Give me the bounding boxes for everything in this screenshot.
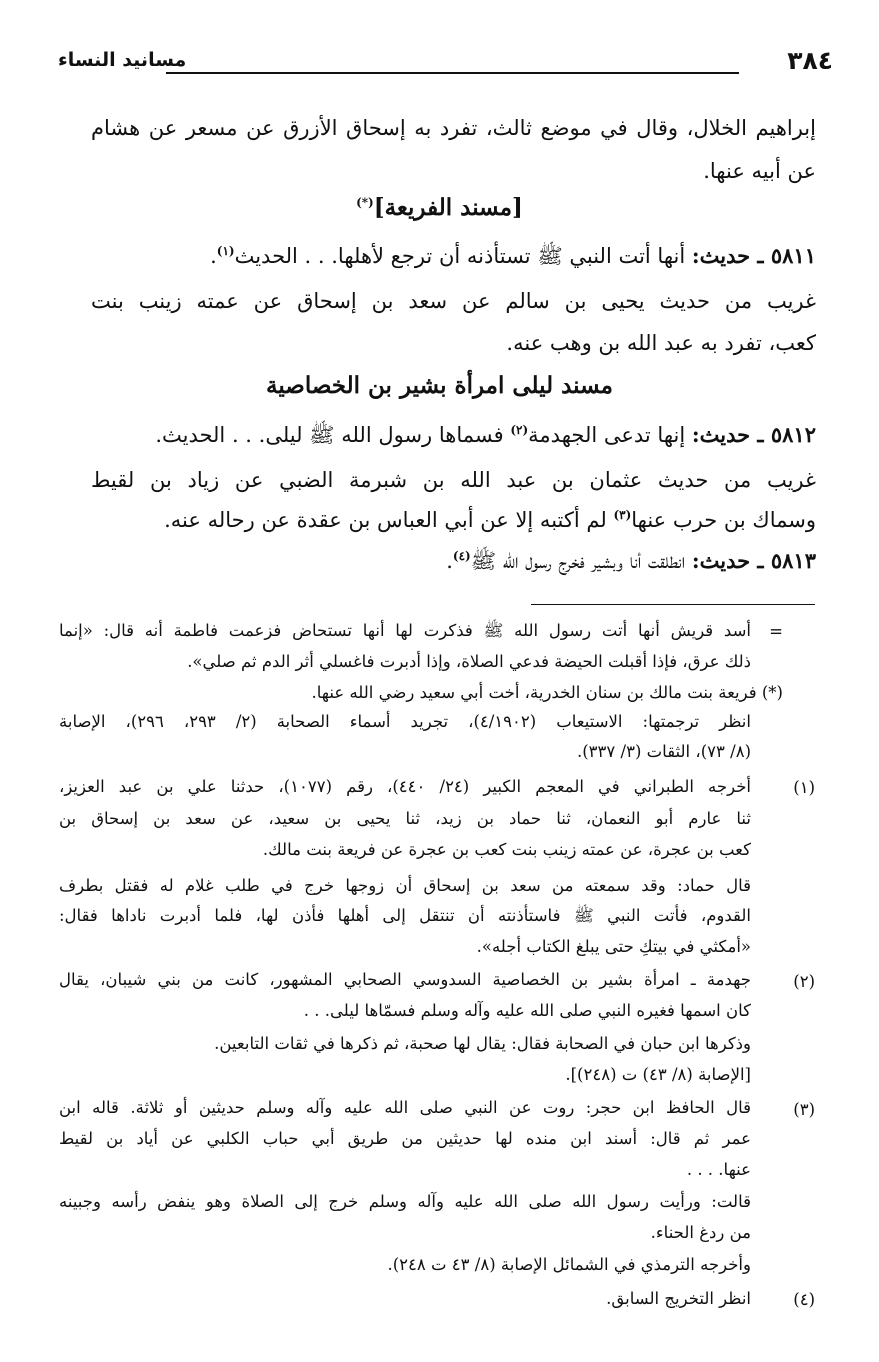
footnote-line: انظر ترجمتها: الاستيعاب (٤/١٩٠٢)، تجريد أسماء الصحابة (٢/ ٢٩٣، ٢٩٦)، الإصابة — [59, 712, 751, 731]
hadith-text: إنها تدعى الجهدمة — [528, 423, 686, 447]
section-heading: مسند ليلى امرأة بشير بن الخصاصية — [266, 372, 613, 399]
section-heading — [0, 194, 879, 221]
hadith-5813 — [446, 548, 816, 579]
footnote-line: قالت: ورأيت رسول الله صلى الله عليه وآله وسلم خرج إلى الصلاة وهو ينفض رأسه وجبينه — [59, 1192, 751, 1211]
footnote-ref: (٢) — [510, 423, 529, 437]
footnote-line: [الإصابة (٨/ ٤٣) ت (٢٤٨)]. — [565, 1065, 751, 1084]
footnote-line: كان اسمها فغيره النبي صلى الله عليه وآله وسلم فسمّاها ليلى. . . — [303, 1001, 751, 1020]
footnote-star: (*) فريعة بنت مالك بن سنان الخدرية، أخت أبي سعيد رضي الله عنها. — [311, 683, 783, 702]
heading-text: [مسند الفريعة] — [373, 194, 523, 221]
hadith-5811 — [210, 243, 816, 274]
body-text: لم أكتبه إلا عن أبي العباس بن عقدة عن رحاله عنه. — [164, 508, 607, 532]
punctuation: . — [210, 244, 217, 268]
footnote-line: انظر التخريج السابق. — [606, 1289, 751, 1308]
footnote-ref: (٤) — [452, 549, 471, 563]
footnote-line: قال الحافظ ابن حجر: روت عن النبي صلى الله عليه وآله وسلم حديثين أو ثلاثة. قاله ابن — [59, 1098, 751, 1117]
body-line: عن أبيه عنها. — [703, 159, 816, 183]
hadith-text: أنها أتت النبي ﷺ تستأذنه أن ترجع لأهلها. . . الحديث — [234, 244, 686, 268]
hadith-number: ٥٨١١ ـ حديث: — [691, 243, 816, 268]
footnote-number: (٢) — [793, 972, 815, 991]
body-line: غريب من حديث عثمان بن عبد الله بن شبرمة الضبي عن زياد بن لقيط — [91, 468, 816, 492]
footnote-ref: (١) — [216, 244, 235, 258]
body-line: كعب، تفرد به عبد الله بن وهب عنه. — [506, 331, 816, 355]
hadith-number: ٥٨١٣ ـ حديث: — [691, 548, 816, 573]
body-text: وسماك بن حرب عنها — [631, 508, 816, 532]
body-line — [164, 508, 816, 532]
running-title: مسانيد النساء — [58, 49, 187, 71]
heading-footnote-mark: (*) — [356, 195, 374, 210]
footnote-number: (٤) — [793, 1290, 815, 1309]
footnote-line: وذكرها ابن حبان في الصحابة فقال: يقال لها صحبة، ثم ذكرها في ثقات التابعين. — [214, 1034, 751, 1053]
footnote-number: (٣) — [793, 1100, 815, 1119]
body-line: إبراهيم الخلال، وقال في موضع ثالث، تفرد به إسحاق الأزرق عن مسعر عن هشام — [91, 116, 816, 140]
footnote-line: عنها. . . . — [686, 1160, 751, 1179]
footnote-line: «أمكثي في بيتكِ حتى يبلغ الكتاب أجله». — [476, 937, 751, 956]
footnote-number: (١) — [793, 778, 815, 797]
header-rule — [166, 72, 739, 74]
footnote-line: عمر ثم قال: أسند ابن منده لها حديثين من طريق أبي حباب الكلبي عن أياد بن لقيط — [59, 1129, 751, 1148]
footnote-line: كعب بن عجرة، عن عمته زينب بنت كعب بن عجرة عن فريعة بنت مالك. — [262, 840, 751, 859]
footnote-divider — [531, 604, 815, 605]
hadith-text: فسماها رسول الله ﷺ ليلى. . . الحديث. — [155, 423, 504, 447]
footnote-line: القدوم، فأتت النبي ﷺ فاستأذنته أن تنتقل إلى أهلها فأذن لها، فلما أدبرت ناداها فقال: — [59, 906, 751, 925]
page-number: ٣٨٤ — [787, 46, 833, 75]
footnote-line: أسد قريش أنها أتت رسول الله ﷺ فذكرت لها أنها تستحاض فزعمت فاطمة أنه قال: «إنما — [59, 621, 751, 640]
footnote-ref: (٣) — [613, 508, 632, 522]
body-line: غريب من حديث يحيى بن سالم عن سعد بن إسحاق عن عمته زينب بنت — [91, 289, 816, 313]
footnote-line: قال حماد: وقد سمعته من سعد بن إسحاق أن زوجها خرج في طلب غلام له فقتل بطرف — [59, 876, 751, 895]
hadith-5812 — [155, 422, 816, 453]
footnote-line: من ردغ الحناء. — [650, 1223, 751, 1242]
footnote-line: جهدمة ـ امرأة بشير بن الخصاصية السدوسي الصحابي المشهور، كانت من بني شيبان، يقال — [59, 970, 751, 989]
punctuation: . — [446, 549, 453, 573]
hadith-number: ٥٨١٢ ـ حديث: — [691, 422, 816, 447]
footnote-line: ذلك عرق، فإذا أقبلت الحيضة فدعي الصلاة، وإذا أدبرت فاغسلي أثر الدم ثم صلي». — [187, 652, 751, 671]
footnote-line: أخرجه الطبراني في المعجم الكبير (٢٤/ ٤٤٠)، رقم (١٠٧٧)، حدثنا علي بن عبد العزيز، — [59, 777, 751, 796]
footnote-continuation-mark: = — [769, 622, 783, 641]
footnote-line: (٨/ ٧٣)، الثقات (٣/ ٣٣٧). — [576, 742, 751, 761]
footnote-line: ثنا عارم أبو النعمان، ثنا حماد بن زيد، ثنا يحيى بن سعيد، عن سعد بن إسحاق بن — [59, 809, 751, 828]
hadith-text: انطلقت أنا وبشير فخرج رسول الله ﷺ — [470, 549, 686, 573]
footnote-line: وأخرجه الترمذي في الشمائل الإصابة (٨/ ٤٣ ت ٢٤٨). — [387, 1255, 751, 1274]
